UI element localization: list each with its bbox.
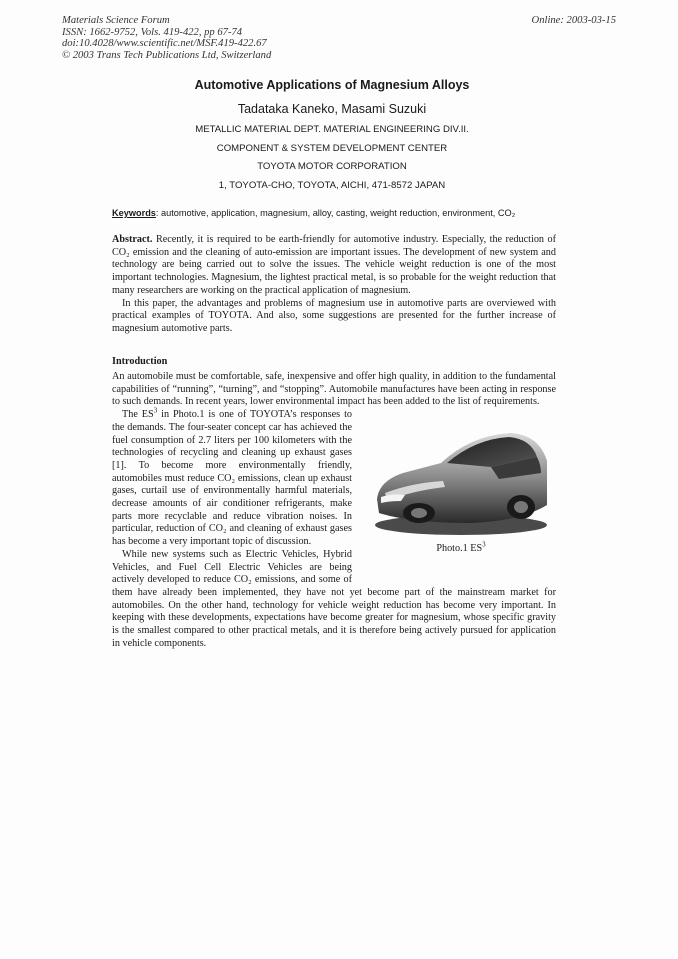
photo-caption-text: Photo.1 ES xyxy=(436,543,483,555)
journal-name: Materials Science Forum xyxy=(62,15,170,26)
affiliation xyxy=(100,121,564,195)
abstract xyxy=(112,234,556,336)
photo-caption-superscript: 3 xyxy=(482,540,486,549)
affiliation-line: COMPONENT & SYSTEM DEVELOPMENT CENTER xyxy=(216,142,448,154)
photo-caption xyxy=(366,540,556,556)
section-heading: Introduction xyxy=(112,356,168,367)
intro-paragraph: While new systems such as Electric Vehicles, Hybrid Vehicles, and Fuel Cell Electric Vehicles are being actively developed to reduce CO₂ emissions, and some of them have already been implemented, they have not yet become part of the mainstream market for automobiles. On the other hand, technology for vehicle weight reduction has become very important. In keeping with these developments, expectations have become greater for magnesium, whose specific gravity is the smallest compared to other practical metals, and it is therefore being actively pursued for application in vehicle components. xyxy=(112,548,556,649)
introduction-body xyxy=(112,371,556,650)
keywords xyxy=(112,208,562,218)
affiliation-line: TOYOTA MOTOR CORPORATION xyxy=(257,161,407,173)
photo-figure xyxy=(366,421,556,571)
affiliation-line: 1, TOYOTA-CHO, TOYOTA, AICHI, 471-8572 JAPAN xyxy=(218,179,446,191)
copyright-line: © 2003 Trans Tech Publications Ltd, Switzerland xyxy=(62,49,272,61)
journal-header xyxy=(62,15,271,61)
title-block xyxy=(100,78,564,195)
affiliation-line: METALLIC MATERIAL DEPT. MATERIAL ENGINEERING DIV.II. xyxy=(195,124,469,135)
doi-line: doi:10.4028/www.scientific.net/MSF.419-422.67 xyxy=(62,38,267,50)
abstract-label: Abstract. xyxy=(112,234,153,245)
intro-p2-rest: in Photo.1 is one of TOYOTA’s responses to the demands. The four-seater concept car has achieved the fuel consumption of 2.7 liters per 100 kilometers with the technologies of recycling and cleaning up exhaust gases [1]. To become more environmentally friendly, automobiles must reduce CO₂ emissions, clean up exhaust gases, curtail use of environmentally harmful materials, decrease amounts of air conditioner refrigerants, make parts more recyclable and reduce vibration noises. In particular, reduction of CO₂ and cleaning of exhaust gases has become a very important topic of discussion. xyxy=(112,409,352,548)
paper-title: Automotive Applications of Magnesium Alloys xyxy=(194,78,470,92)
abstract-paragraph: In this paper, the advantages and problems of magnesium use in automotive parts are overviewed with practical examples of TOYOTA. And also, some suggestions are presented for the further increase of magnesium automotive parts. xyxy=(112,297,556,334)
author-list: Tadataka Kaneko, Masami Suzuki xyxy=(237,102,427,116)
intro-p2-superscript: 3 xyxy=(153,406,158,415)
keywords-label: Keywords xyxy=(112,208,156,218)
intro-paragraph: An automobile must be comfortable, safe, inexpensive and offer high quality, in addition to the fundamental capabilities of “running”, “turning”, and “stopping”. Automobile manufactures have been acting in response to such demands. In recent years, lower environmental impact has been added to the list of requirements. xyxy=(112,371,556,408)
issn-line: ISSN: 1662-9752, Vols. 419-422, pp 67-74 xyxy=(62,26,243,38)
intro-p2-start: The ES xyxy=(122,409,154,421)
online-date: Online: 2003-03-15 xyxy=(531,15,616,26)
keywords-text: : automotive, application, magnesium, alloy, casting, weight reduction, environment, CO₂ xyxy=(155,208,516,218)
concept-car-photo xyxy=(371,421,551,541)
abstract-paragraph: Recently, it is required to be earth-friendly for automotive industry. Especially, the reduction of CO₂ emission and the cleaning of auto-emission are important issues. The development of new system and technology are being carried out to solve the issues. The vehicle weight reduction is one of the most important technologies. Magnesium, the lightest practical metal, is so probable for the weight reduction that many researchers are working on the practical application of magnesium. xyxy=(112,234,556,296)
